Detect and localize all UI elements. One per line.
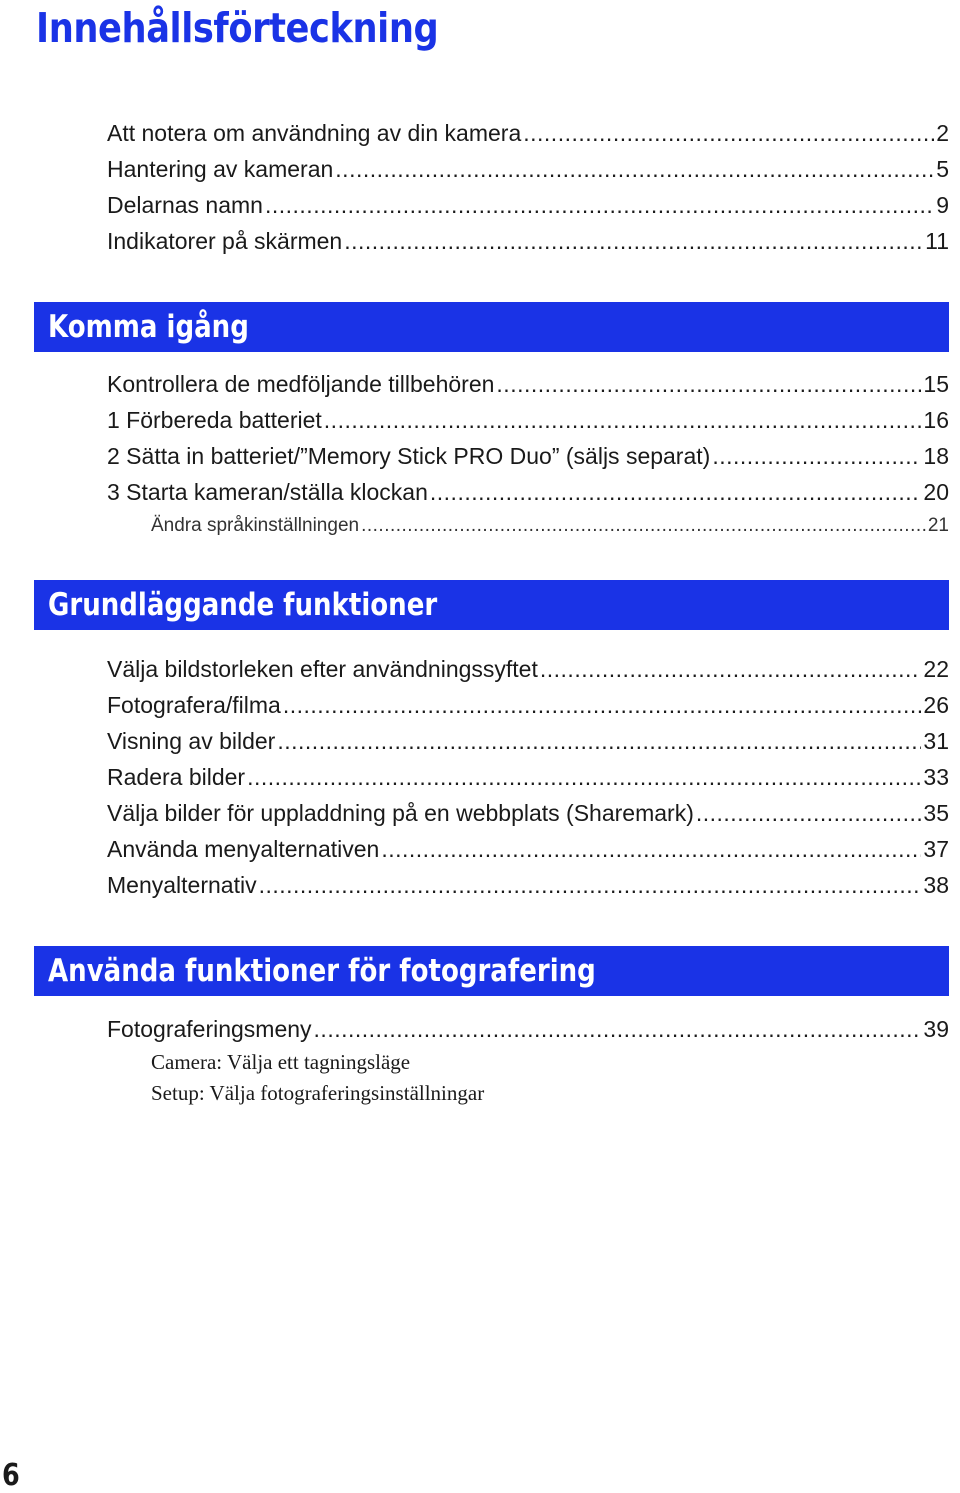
leader-dots [540, 651, 922, 687]
section-header-anvanda-funktioner [34, 946, 949, 996]
leader-dots [314, 1011, 922, 1047]
toc-entry-label: 3 Starta kameran/ställa klockan [107, 479, 428, 505]
page-number: 6 [2, 1458, 20, 1493]
toc-entry-page: 26 [923, 692, 949, 718]
leader-dots [344, 223, 923, 259]
toc-subentry[interactable] [107, 1047, 949, 1078]
toc-entry-label: Menyalternativ [107, 872, 257, 898]
toc-entry-label: Fotografera/filma [107, 692, 281, 718]
leader-dots [283, 687, 922, 723]
toc-entry-page: 2 [936, 120, 949, 146]
toc-entry-label: Delarnas namn [107, 192, 263, 218]
toc-entry-label: Radera bilder [107, 764, 246, 790]
leader-dots [696, 795, 922, 831]
toc-subentry[interactable] [107, 1078, 949, 1109]
section-header-komma-igang [34, 302, 949, 352]
toc-entry-label: Fotograferingsmeny [107, 1016, 312, 1042]
toc-entry-page: 37 [923, 836, 949, 862]
toc-entry[interactable] [107, 831, 949, 867]
leader-dots [247, 759, 921, 795]
toc-entry[interactable] [107, 402, 949, 438]
toc-entry[interactable] [107, 115, 949, 151]
section-title: Grundläggande funktioner [48, 587, 438, 623]
toc-entry[interactable] [107, 474, 949, 510]
toc-entry[interactable] [107, 366, 949, 402]
leader-dots [277, 723, 921, 759]
toc-entry-label: Att notera om användning av din kamera [107, 120, 522, 146]
toc-entry-label: Använda menyalternativen [107, 836, 380, 862]
toc-entry-page: 35 [923, 800, 949, 826]
toc-entry-page: 38 [923, 872, 949, 898]
toc-entry[interactable] [107, 723, 949, 759]
toc-entry[interactable] [107, 1011, 949, 1047]
toc-entry[interactable] [107, 795, 949, 831]
toc-entry-page: 5 [936, 156, 949, 182]
toc-entry-page: 15 [923, 371, 949, 397]
toc-entry-label: Indikatorer på skärmen [107, 228, 343, 254]
toc-entry[interactable] [107, 867, 949, 903]
toc-entry-page: 16 [923, 407, 949, 433]
section-title: Komma igång [48, 309, 249, 345]
section-header-grundlaggande-funktioner [34, 580, 949, 630]
leader-dots [259, 867, 922, 903]
toc-entry-page: 22 [923, 656, 949, 682]
toc-entry-label: Setup: Välja fotograferingsinställningar [151, 1081, 485, 1105]
toc-entry-page: 9 [936, 192, 949, 218]
leader-dots [523, 115, 934, 151]
toc-entry-page: 18 [923, 443, 949, 469]
toc-entry-label: 1 Förbereda batteriet [107, 407, 322, 433]
toc-entry[interactable] [107, 438, 949, 474]
toc-entry-page: 33 [923, 764, 949, 790]
toc-entry-page: 20 [923, 479, 949, 505]
toc-entry-label: Hantering av kameran [107, 156, 334, 182]
leader-dots [265, 187, 934, 223]
leader-dots [381, 831, 921, 867]
leader-dots [712, 438, 921, 474]
toc-entry[interactable] [107, 151, 949, 187]
toc-entry-label: Camera: Välja ett tagningsläge [151, 1050, 411, 1074]
leader-dots [496, 366, 921, 402]
toc-subentry[interactable] [107, 510, 949, 542]
toc-entry[interactable] [107, 651, 949, 687]
toc-section-1 [107, 366, 949, 542]
toc-entry-label: Välja bilder för uppladdning på en webbplats (Sharemark) [107, 800, 694, 826]
page-title: Innehållsförteckning [36, 4, 439, 52]
toc-entry-page: 31 [923, 728, 949, 754]
leader-dots [335, 151, 934, 187]
toc-entry-label: 2 Sätta in batteriet/”Memory Stick PRO Duo” (säljs separat) [107, 443, 711, 469]
section-title: Använda funktioner för fotografering [48, 953, 596, 989]
toc-section-2 [107, 651, 949, 903]
toc-entry-label: Kontrollera de medföljande tillbehören [107, 371, 495, 397]
toc-entry[interactable] [107, 187, 949, 223]
leader-dots [430, 474, 922, 510]
toc-section-3 [107, 1011, 949, 1109]
toc-entry-label: Ändra språkinställningen [151, 515, 360, 536]
toc-entry-label: Visning av bilder [107, 728, 276, 754]
leader-dots [324, 402, 922, 438]
toc-entry-page: 39 [923, 1016, 949, 1042]
toc-entry[interactable] [107, 687, 949, 723]
toc-entry[interactable] [107, 223, 949, 259]
toc-entry-label: Välja bildstorleken efter användningssyftet [107, 656, 538, 682]
toc-intro [107, 115, 949, 259]
toc-entry[interactable] [107, 759, 949, 795]
toc-entry-page: 11 [925, 228, 949, 254]
toc-entry-page: 21 [927, 515, 949, 536]
leader-dots [361, 510, 926, 542]
